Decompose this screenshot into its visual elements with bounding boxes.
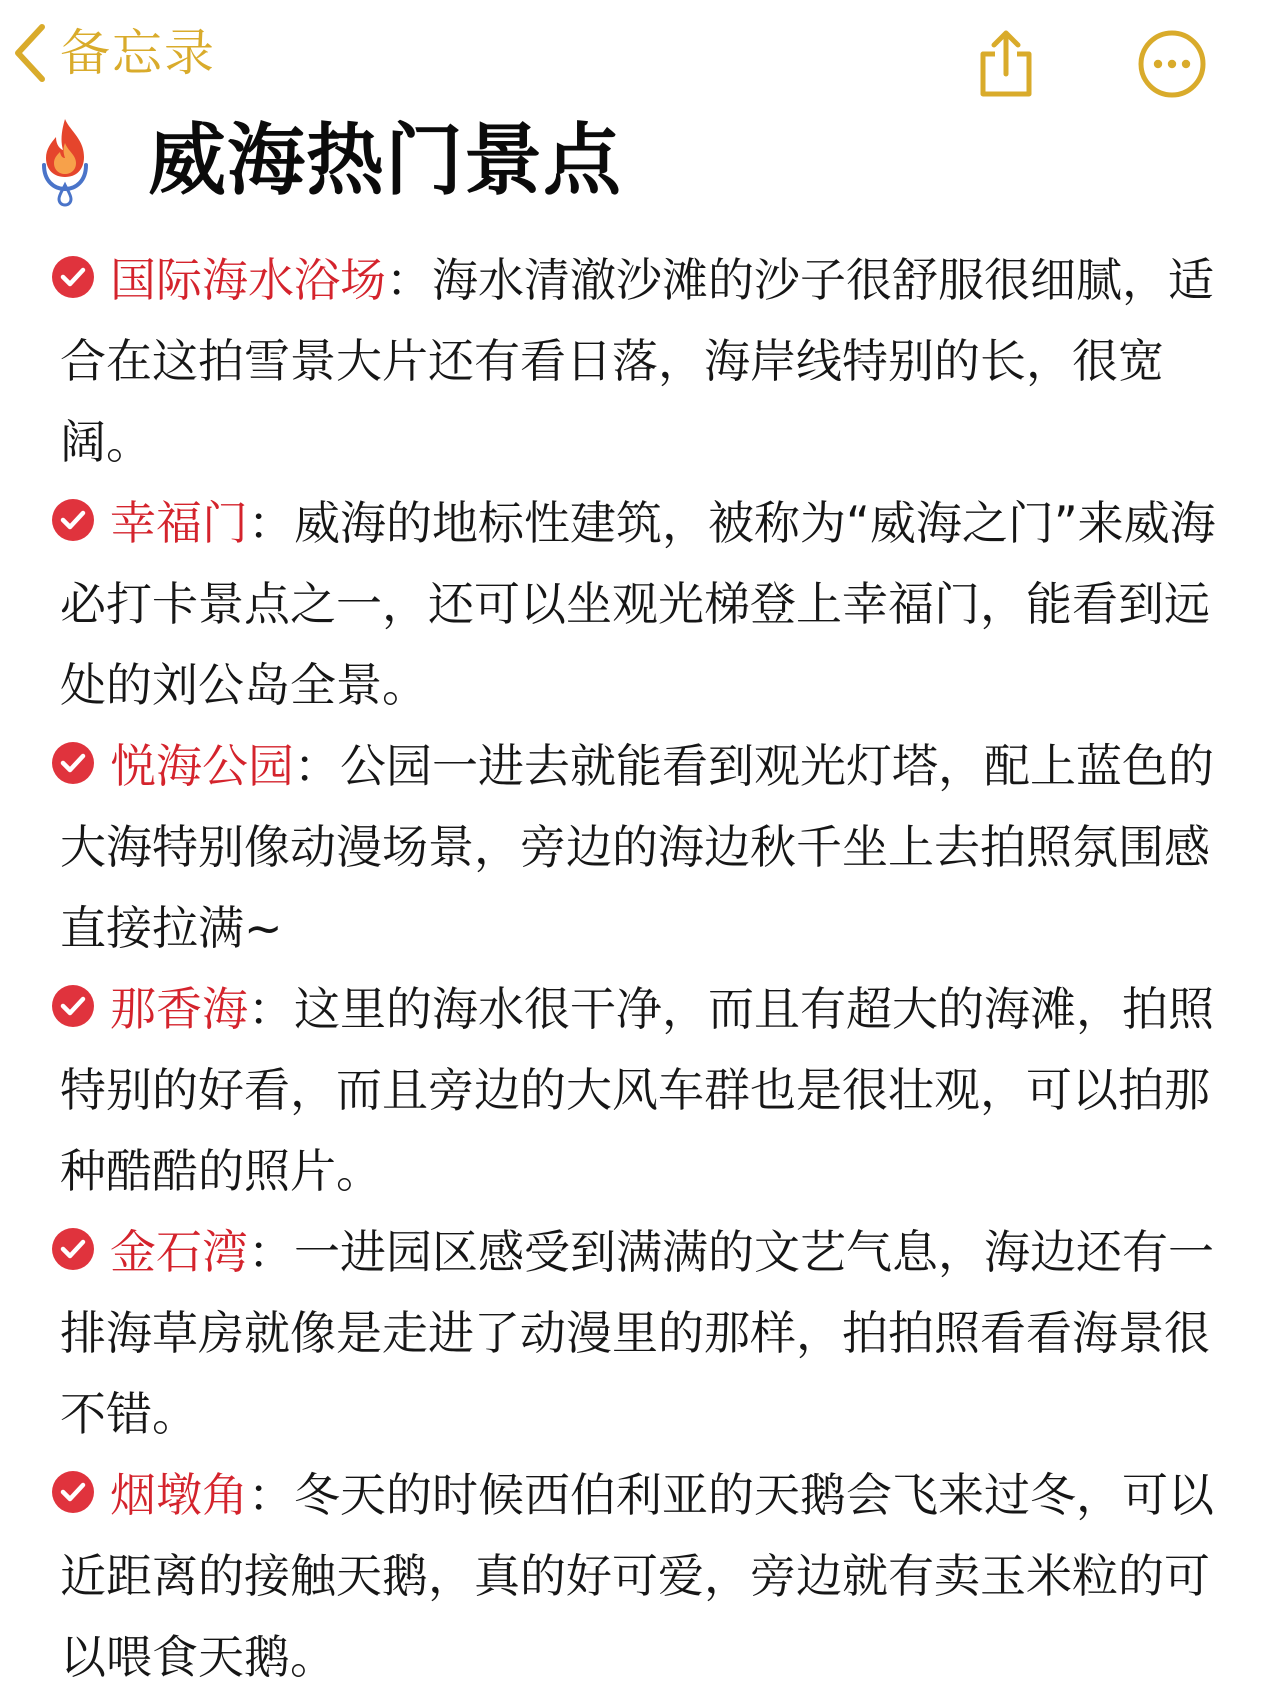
separator: ：: [248, 982, 294, 1036]
attraction-description: 冬天的时候西伯利亚的天鹅会飞来过冬，可以近距离的接触天鹅，真的好可爱，旁边就有卖玉米粒的可以喂食天鹅。: [60, 1468, 1214, 1684]
separator: ：: [248, 1225, 294, 1279]
attraction-name: 金石湾: [110, 1225, 248, 1279]
attraction-list: [60, 240, 1230, 1698]
more-button[interactable]: [1134, 26, 1210, 102]
check-icon: [50, 497, 96, 543]
chevron-left-icon: [12, 21, 48, 85]
share-icon: [975, 28, 1037, 100]
note-title-row: [34, 106, 622, 216]
check-icon: [50, 1469, 96, 1515]
attraction-name: 那香海: [110, 982, 248, 1036]
back-button[interactable]: [12, 18, 216, 88]
check-icon: [50, 983, 96, 1029]
list-item: [60, 1212, 1230, 1455]
separator: ：: [294, 739, 340, 793]
navigation-bar: [0, 0, 1280, 110]
list-item: [60, 726, 1230, 969]
list-item: [60, 1455, 1230, 1698]
separator: ：: [248, 1468, 294, 1522]
attraction-description: 威海的地标性建筑，被称为“威海之门”来威海必打卡景点之一，还可以坐观光梯登上幸福门，能看到远处的刘公岛全景。: [60, 496, 1216, 712]
more-icon: [1136, 28, 1208, 100]
attraction-name: 烟墩角: [110, 1468, 248, 1522]
attraction-name: 悦海公园: [110, 739, 294, 793]
share-button[interactable]: [968, 26, 1044, 102]
list-item: [60, 240, 1230, 483]
list-item: [60, 969, 1230, 1212]
back-label: 备忘录: [60, 24, 216, 82]
attraction-description: 一进园区感受到满满的文艺气息，海边还有一排海草房就像是走进了动漫里的那样，拍拍照看看海景很不错。: [60, 1225, 1214, 1441]
attraction-description: 这里的海水很干净，而且有超大的海滩，拍照特别的好看，而且旁边的大风车群也是很壮观，可以拍那种酷酷的照片。: [60, 982, 1214, 1198]
attraction-name: 国际海水浴场: [110, 253, 386, 307]
attraction-name: 幸福门: [110, 496, 248, 550]
page-title: 威海热门景点: [148, 116, 623, 206]
check-icon: [50, 740, 96, 786]
attraction-description: 海水清澈沙滩的沙子很舒服很细腻，适合在这拍雪景大片还有看日落，海岸线特别的长，很宽阔。: [60, 253, 1214, 469]
check-icon: [50, 254, 96, 300]
attraction-description: 公园一进去就能看到观光灯塔，配上蓝色的大海特别像动漫场景，旁边的海边秋千坐上去拍照氛围感直接拉满~: [60, 739, 1214, 955]
fire-icon: [34, 115, 96, 207]
list-item: [60, 483, 1230, 726]
separator: ：: [386, 253, 432, 307]
separator: ：: [248, 496, 294, 550]
check-icon: [50, 1226, 96, 1272]
